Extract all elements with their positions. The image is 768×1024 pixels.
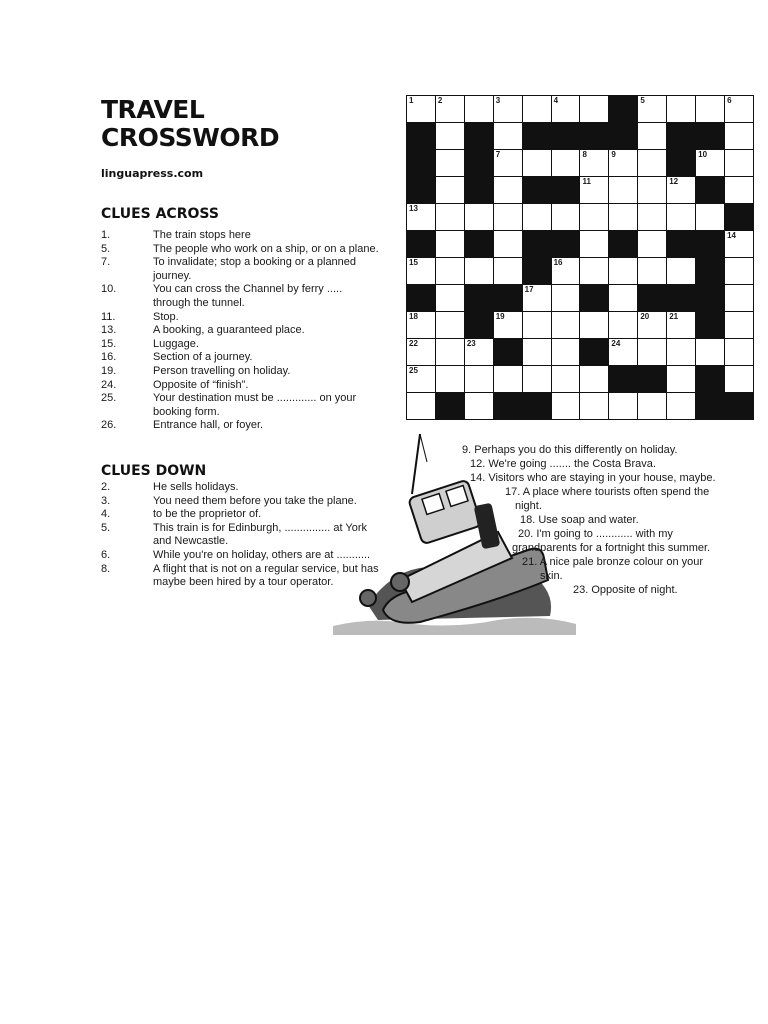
grid-cell [638,393,666,419]
clue-item: 17. A place where tourists often spend the [505,486,710,498]
tugboat-illustration [328,430,578,635]
grid-cell [609,177,637,203]
grid-cell [667,177,695,203]
clue-number: 16. [101,351,117,364]
clue-text: A booking, a guaranteed place. [153,324,305,337]
grid-cell [523,285,551,311]
cell-number: 8 [582,150,587,159]
black-square [523,231,551,257]
clue-text: The train stops here [153,229,251,241]
clue-text: To invalidate; stop a booking or a planned journey. [153,256,357,282]
clue-text: Your destination must be ............. on your booking form. [153,392,357,418]
title-line-1: TRAVEL [101,95,205,124]
grid-cell [696,339,724,365]
grid-cell [638,150,666,176]
grid-cell [407,204,435,230]
cell-number: 10 [698,150,708,159]
clue-text: You can cross the Channel by ferry ..... through the tunnel. [153,283,343,309]
cell-number: 17 [524,285,534,294]
clue-number: 19. [101,364,117,377]
clues-down-heading: CLUES DOWN [101,463,207,479]
clue-text: Opposite of “finish”. [153,378,249,391]
clue-number: 5. [101,521,111,534]
grid-cell [667,393,695,419]
clue-number: 15. [101,337,117,350]
clue-item [101,338,381,352]
grid-cell [494,177,522,203]
grid-cell [552,312,580,338]
black-square [638,366,666,392]
site-name: linguapress.com [101,167,204,180]
grid-cell [494,123,522,149]
cell-number: 7 [495,150,501,159]
grid-cell [407,312,435,338]
grid-cell [552,366,580,392]
clue-text: Person travelling on holiday. [153,364,291,377]
clue-item [101,243,381,257]
clue-number: 8. [101,562,111,575]
black-square [580,339,608,365]
cell-number: 19 [495,312,505,321]
clue-text: Entrance hall, or foyer. [153,419,264,432]
grid-cell [725,123,753,149]
grid-cell [436,123,464,149]
grid-cell [667,258,695,284]
cell-number: 5 [640,96,645,105]
clue-number: 2. [101,481,111,493]
cell-number: 23 [466,339,476,348]
grid-cell [725,96,753,122]
clue-number: 7. [101,256,111,269]
grid-cell [436,204,464,230]
clue-item [101,379,381,393]
black-square [552,177,580,203]
black-square [696,123,724,149]
clue-item [101,365,381,379]
black-square [609,366,637,392]
grid-cell [523,366,551,392]
black-square [667,150,695,176]
grid-cell [436,258,464,284]
black-square [667,123,695,149]
grid-cell [580,231,608,257]
grid-cell [580,312,608,338]
page-title [101,96,279,152]
clue-item: 9. Perhaps you do this differently on holiday. [462,444,678,456]
clues-across-heading: CLUES ACROSS [101,206,219,222]
grid-cell [667,339,695,365]
black-square [580,123,608,149]
grid-cell [552,393,580,419]
grid-cell [552,285,580,311]
black-square [552,123,580,149]
grid-cell [436,339,464,365]
cell-number: 14 [727,231,736,240]
grid-cell [407,258,435,284]
black-square [494,339,522,365]
clue-number: 24. [101,378,117,391]
cell-number: 3 [495,96,501,105]
grid-cell [725,177,753,203]
grid-cell [494,258,522,284]
grid-cell [465,339,493,365]
grid-cell [436,150,464,176]
grid-cell [523,339,551,365]
clue-number: 10. [101,283,117,296]
grid-cell [725,312,753,338]
clue-item: night. [515,500,542,512]
black-square [465,150,493,176]
clue-text: The people who work on a ship, or on a plane. [153,242,379,255]
title-line-2: CROSSWORD [101,123,280,152]
cell-number: 22 [409,339,418,348]
clue-item [101,229,381,243]
cell-number: 18 [409,312,418,321]
grid-cell [407,393,435,419]
grid-cell [638,339,666,365]
grid-cell [436,96,464,122]
clue-text: While you're on holiday, others are at ........... [153,548,371,561]
black-square [696,393,724,419]
black-square [696,366,724,392]
black-square [494,393,522,419]
black-square [609,231,637,257]
black-square [580,285,608,311]
grid-cell [436,177,464,203]
clue-item: skin. [540,570,563,582]
cell-number: 16 [553,258,563,267]
grid-cell [609,150,637,176]
black-square [667,231,695,257]
grid-cell [523,204,551,230]
cell-number: 21 [669,312,679,321]
black-square [407,150,435,176]
grid-cell [465,96,493,122]
grid-cell [696,204,724,230]
clue-item [101,283,381,310]
grid-cell [436,366,464,392]
grid-cell [523,96,551,122]
clue-text: Stop. [153,310,179,323]
clue-text: He sells holidays. [153,481,239,493]
grid-cell [494,204,522,230]
grid-cell [638,96,666,122]
clue-item [101,256,381,283]
grid-cell [407,96,435,122]
grid-cell [667,366,695,392]
black-square [523,393,551,419]
clue-number: 4. [101,508,111,521]
grid-cell [494,231,522,257]
black-square [609,123,637,149]
grid-cell [494,312,522,338]
grid-cell [638,312,666,338]
cell-number: 1 [409,96,414,105]
grid-cell [552,339,580,365]
grid-cell [580,393,608,419]
black-square [407,231,435,257]
clue-text: A flight that is not on a regular service, but has maybe been hired by a tour operator. [153,562,379,589]
grid-cell [580,204,608,230]
grid-cell [465,258,493,284]
grid-cell [725,150,753,176]
black-square [407,123,435,149]
grid-cell [552,258,580,284]
clue-text: You need them before you take the plane. [153,494,357,507]
black-square [465,285,493,311]
grid-cell [436,312,464,338]
black-square [494,285,522,311]
crossword-grid [406,95,754,420]
grid-cell [725,231,753,257]
grid-cell [609,312,637,338]
black-square [407,177,435,203]
black-square [696,312,724,338]
grid-cell [465,393,493,419]
grid-cell [667,96,695,122]
clue-number: 3. [101,494,111,507]
grid-cell [725,366,753,392]
black-square [609,96,637,122]
clue-number: 13. [101,324,117,337]
grid-cell [465,204,493,230]
clue-text: to be the proprietor of. [153,508,262,521]
clue-item [101,392,381,419]
clue-item: 20. I'm going to ............ with my [518,528,673,540]
cell-number: 9 [611,150,616,159]
grid-cell [638,123,666,149]
clue-text: This train is for Edinburgh, ............... at York and Newcastle. [153,521,367,548]
clue-item [101,324,381,338]
clue-text: Luggage. [153,337,199,350]
clues-across-list [101,229,381,433]
grid-cell [609,204,637,230]
black-square [465,123,493,149]
clue-number: 5. [101,242,111,255]
clue-item [101,351,381,365]
black-square [407,285,435,311]
grid-cell [436,231,464,257]
clue-item: 18. Use soap and water. [520,514,639,526]
black-square [696,231,724,257]
cell-number: 11 [582,177,591,186]
clue-item: 23. Opposite of night. [573,584,678,596]
grid-cell [552,150,580,176]
clue-number: 1. [101,229,111,241]
grid-cell [667,312,695,338]
grid-cell [638,177,666,203]
cell-number: 25 [409,366,418,375]
grid-cell [667,204,695,230]
clue-number: 6. [101,548,111,561]
cell-number: 6 [727,96,732,105]
grid-cell [494,366,522,392]
grid-cell [580,96,608,122]
grid-cell [609,258,637,284]
black-square [725,393,753,419]
grid-cell [407,366,435,392]
black-square [696,285,724,311]
clue-item [101,311,381,325]
black-square [465,312,493,338]
grid-cell [580,366,608,392]
grid-cell [696,150,724,176]
grid-cell [523,312,551,338]
clue-number: 25. [101,392,117,405]
black-square [638,285,666,311]
grid-cell [696,96,724,122]
grid-cell [552,204,580,230]
cell-number: 2 [437,96,443,105]
black-square [696,177,724,203]
cell-number: 4 [553,96,559,105]
clue-number: 11. [101,310,116,323]
grid-cell [552,96,580,122]
grid-cell [580,177,608,203]
clue-item: grandparents for a fortnight this summer. [512,542,711,554]
clue-number: 26. [101,419,117,432]
black-square [552,231,580,257]
black-square [523,177,551,203]
black-square [725,204,753,230]
grid-cell [465,366,493,392]
grid-cell [609,339,637,365]
grid-cell [436,285,464,311]
cell-number: 24 [611,339,621,348]
grid-cell [725,258,753,284]
grid-cell [638,231,666,257]
grid-cell [638,258,666,284]
grid-cell [609,393,637,419]
grid-cell [407,339,435,365]
grid-cell [638,204,666,230]
black-square [523,258,551,284]
black-square [436,393,464,419]
black-square [465,177,493,203]
grid-cell [494,150,522,176]
cell-number: 13 [409,204,418,213]
black-square [696,258,724,284]
grid-cell [580,150,608,176]
cell-number: 20 [640,312,650,321]
grid-cell [580,258,608,284]
clue-item: 21. A nice pale bronze colour on your [522,556,704,568]
black-square [465,231,493,257]
black-square [667,285,695,311]
clue-item: 12. We're going ....... the Costa Brava. [470,458,656,470]
clue-text: Section of a journey. [153,351,253,364]
black-square [523,123,551,149]
cell-number: 12 [669,177,679,186]
grid-cell [494,96,522,122]
grid-cell [609,285,637,311]
grid-cell [725,285,753,311]
grid-cell [725,339,753,365]
clue-item: 14. Visitors who are staying in your house, maybe. [470,472,716,484]
grid-cell [523,150,551,176]
cell-number: 15 [409,258,418,267]
